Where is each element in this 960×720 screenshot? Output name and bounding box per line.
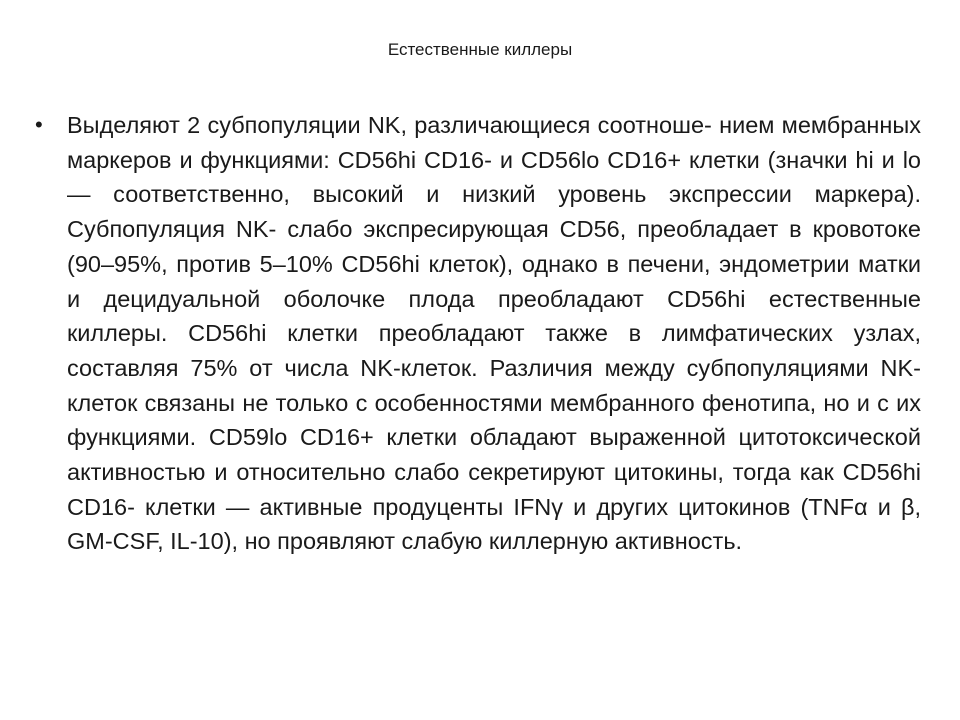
bullet-item (35, 108, 921, 559)
bullet-text: Выделяют 2 субпопуляции NK, различающиеся соотноше- нием мембранных маркеров и функциями: CD56hi CD16- и CD56lo CD16+ клетки (значки hi и lo — соответственно, высокий и низкий уровень экспрессии маркера). Субпопуляция NK- слабо экспресирующая CD56, преобладает в кровотоке (90–95%, против 5–10% CD56hi клеток), однако в печени, эндометрии матки и децидуальной оболочке плода преобладают CD56hi естественные киллеры. CD56hi клетки преобладают также в лимфатических узлах, составляя 75% от числа NK-клеток. Различия между субпопуляциями NK-клеток связаны не только с особенностями мембранного фенотипа, но и с их функциями. CD59lo CD16+ клетки обладают выраженной цитотоксической активностью и относительно слабо секретируют цитокины, тогда как CD56hi CD16- клетки — активные продуценты IFNγ и других цитокинов (TNFα и β, GM-CSF, IL-10), но проявляют слабую киллерную активность. (67, 112, 921, 555)
bullet-list (35, 108, 921, 559)
slide-title: Естественные киллеры (387, 40, 573, 59)
bullet-icon: • (35, 112, 43, 137)
